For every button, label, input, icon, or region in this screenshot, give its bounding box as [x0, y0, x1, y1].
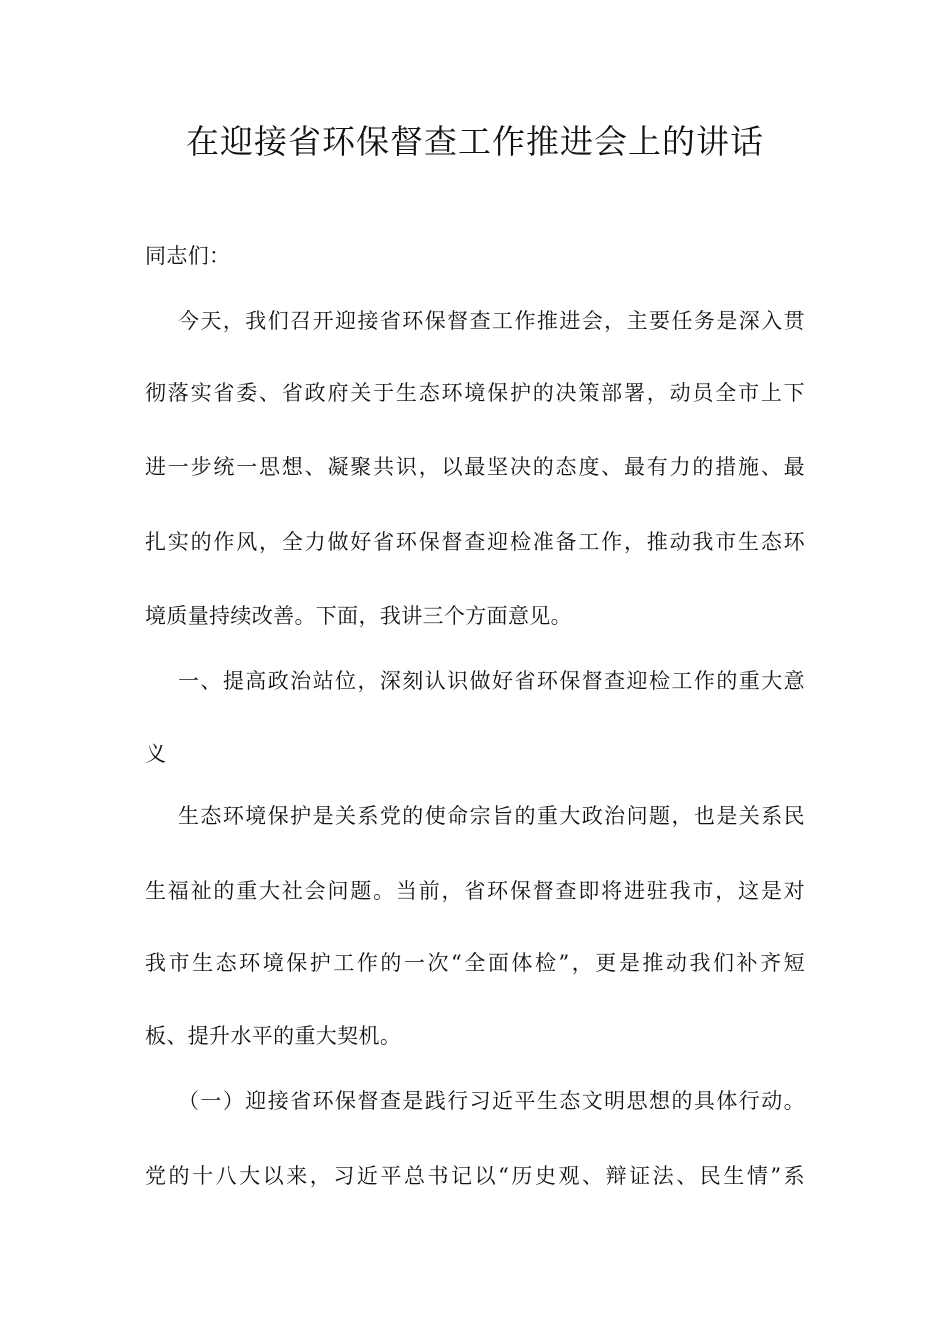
body-text-line: 生态环境保护是关系党的使命宗旨的重大政治问题，也是关系民	[178, 804, 805, 828]
body-text-line: （一）迎接省环保督查是践行习近平生态文明思想的具体行动。	[178, 1089, 805, 1113]
body-text-line: 板、提升水平的重大契机。	[145, 1024, 402, 1048]
body-text-line: 今天，我们召开迎接省环保督查工作推进会，主要任务是深入贯	[178, 309, 805, 333]
body-text-line: 我市生态环境保护工作的一次“全面体检”，更是推动我们补齐短	[145, 951, 805, 975]
body-text-line: 进一步统一思想、凝聚共识，以最坚决的态度、最有力的措施、最	[145, 455, 805, 479]
body-text-line: 义	[145, 742, 167, 766]
body-text-line: 彻落实省委、省政府关于生态环境保护的决策部署，动员全市上下	[145, 381, 805, 405]
body-text-line: 党的十八大以来，习近平总书记以“历史观、辩证法、民生情”系	[145, 1164, 805, 1188]
body-text-line: 扎实的作风，全力做好省环保督查迎检准备工作，推动我市生态环	[145, 530, 805, 554]
body-text-line: 一、提高政治站位，深刻认识做好省环保督查迎检工作的重大意	[178, 669, 805, 693]
document-title: 在迎接省环保督查工作推进会上的讲话	[186, 122, 764, 161]
salutation: 同志们：	[145, 244, 231, 268]
body-text-line: 境质量持续改善。下面，我讲三个方面意见。	[145, 604, 572, 628]
body-text-line: 生福祉的重大社会问题。当前，省环保督查即将进驻我市，这是对	[145, 879, 805, 903]
